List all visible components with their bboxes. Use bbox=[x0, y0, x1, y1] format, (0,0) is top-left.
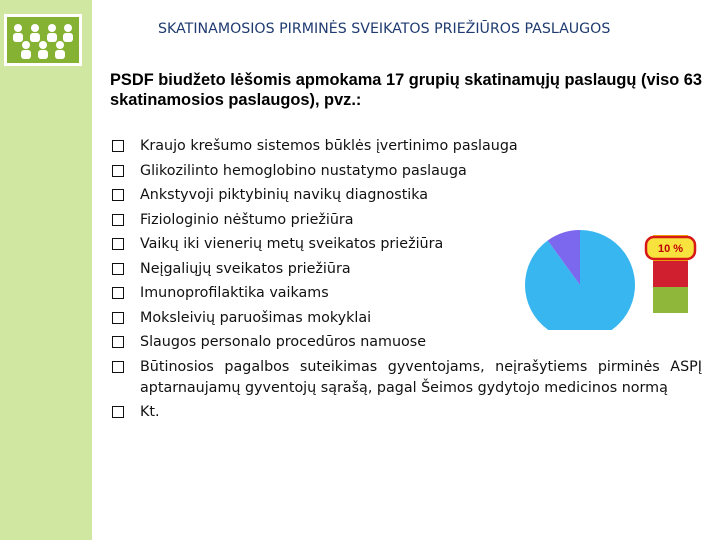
list-item-text: Kt. bbox=[140, 403, 160, 420]
list-item-text: Neįgaliųjų sveikatos priežiūra bbox=[140, 260, 351, 277]
checkbox-bullet-icon bbox=[112, 263, 124, 275]
list-item-text: Slaugos personalo procedūros namuose bbox=[140, 334, 427, 350]
list-item bbox=[112, 134, 702, 159]
checkbox-bullet-icon bbox=[112, 238, 124, 250]
list-item bbox=[112, 330, 702, 355]
list-item-text: Moksleivių paruošimas mokyklai bbox=[140, 309, 372, 326]
people-logo-icon bbox=[4, 14, 82, 66]
list-item bbox=[112, 400, 702, 425]
list-item bbox=[112, 208, 702, 233]
checkbox-bullet-icon bbox=[112, 165, 124, 177]
list-item bbox=[112, 159, 702, 184]
checkbox-bullet-icon bbox=[112, 406, 124, 418]
list-item bbox=[112, 355, 702, 400]
checkbox-bullet-icon bbox=[112, 214, 124, 226]
list-item-text: Būtinosios pagalbos suteikimas gyventojams, neįrašytiems pirminės ASPĮ aptarnaujamų gyventojų sąrašą, pagal Šeimos gydytojo medicinos normą bbox=[140, 358, 702, 396]
checkbox-bullet-icon bbox=[112, 336, 124, 348]
breakdown-bar-segment bbox=[653, 261, 688, 287]
breakdown-bar-segment bbox=[653, 287, 688, 313]
list-item-text: Vaikų iki vienerių metų sveikatos priežiūra bbox=[140, 236, 444, 252]
checkbox-bullet-icon bbox=[112, 189, 124, 201]
slide-subtitle: PSDF biudžeto lėšomis apmokama 17 grupių skatinamųjų paslaugų (viso 63 skatinamosios paslaugos), pvz.: bbox=[110, 71, 703, 109]
checkbox-bullet-icon bbox=[112, 361, 124, 373]
checkbox-bullet-icon bbox=[112, 312, 124, 324]
list-item-text: Ankstyvoji piktybinių navikų diagnostika bbox=[140, 187, 429, 203]
slide-title: SKATINAMOSIOS PIRMINĖS SVEIKATOS PRIEŽIŪROS PASLAUGOS bbox=[158, 21, 611, 37]
pie-chart bbox=[520, 230, 700, 330]
list-item bbox=[112, 183, 702, 208]
list-item-text: Fiziologinio nėštumo priežiūra bbox=[140, 211, 354, 228]
checkbox-bullet-icon bbox=[112, 140, 124, 152]
data-label: 10 % bbox=[657, 243, 684, 255]
list-item-text: Glikozilinto hemoglobino nustatymo paslauga bbox=[140, 162, 467, 179]
sidebar-band bbox=[0, 0, 92, 540]
list-item-text: Imunoprofilaktika vaikams bbox=[140, 285, 329, 301]
checkbox-bullet-icon bbox=[112, 287, 124, 299]
list-item-text: Kraujo krešumo sistemos būklės įvertinimo paslauga bbox=[140, 138, 518, 154]
